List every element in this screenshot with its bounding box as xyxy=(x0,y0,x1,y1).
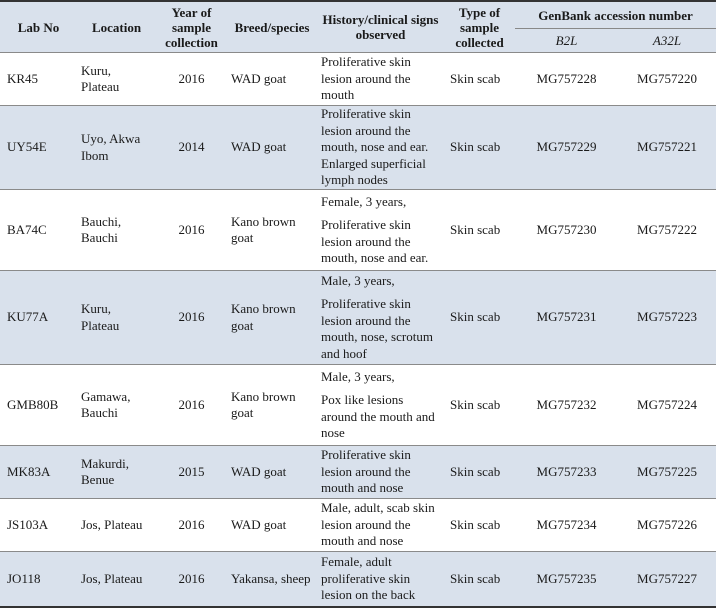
cell-history xyxy=(317,446,444,499)
cell-year: 2014 xyxy=(156,106,227,190)
cell-history xyxy=(317,552,444,607)
cell-year: 2016 xyxy=(156,53,227,106)
table-row xyxy=(0,552,716,607)
header-lab-no: Lab No xyxy=(0,1,77,53)
cell-history xyxy=(317,271,444,365)
cell-year: 2016 xyxy=(156,190,227,271)
header-location: Location xyxy=(77,1,156,53)
cell-location: Makurdi, Benue xyxy=(77,446,156,499)
cell-year: 2016 xyxy=(156,271,227,365)
cell-breed: Kano brown goat xyxy=(227,365,317,446)
cell-history xyxy=(317,106,444,190)
cell-lab-no: KU77A xyxy=(0,271,77,365)
header-sample-type: Type of sample collected xyxy=(444,1,515,53)
cell-sample-type: Skin scab xyxy=(444,446,515,499)
cell-a32l: MG757222 xyxy=(618,190,716,271)
table-row xyxy=(0,446,716,499)
cell-year: 2015 xyxy=(156,446,227,499)
cell-breed: WAD goat xyxy=(227,499,317,552)
cell-breed: Kano brown goat xyxy=(227,190,317,271)
header-history: History/clinical signs observed xyxy=(317,1,444,53)
table-row xyxy=(0,53,716,106)
cell-b2l: MG757231 xyxy=(515,271,618,365)
cell-b2l: MG757228 xyxy=(515,53,618,106)
cell-breed: WAD goat xyxy=(227,106,317,190)
table-row xyxy=(0,271,716,365)
cell-b2l: MG757230 xyxy=(515,190,618,271)
cell-b2l: MG757233 xyxy=(515,446,618,499)
cell-lab-no: GMB80B xyxy=(0,365,77,446)
history-text: Proliferative skin lesion around the mouth xyxy=(321,54,411,103)
cell-year: 2016 xyxy=(156,552,227,607)
cell-lab-no: JS103A xyxy=(0,499,77,552)
cell-location: Bauchi, Bauchi xyxy=(77,190,156,271)
cell-sample-type: Skin scab xyxy=(444,271,515,365)
history-text: Proliferative skin lesion around the mouth and nose xyxy=(321,447,411,496)
cell-b2l: MG757234 xyxy=(515,499,618,552)
header-breed: Breed/species xyxy=(227,1,317,53)
history-text: Male, adult, scab skin lesion around the mouth and nose xyxy=(321,500,435,549)
cell-breed: Kano brown goat xyxy=(227,271,317,365)
cell-lab-no: JO118 xyxy=(0,552,77,607)
cell-history xyxy=(317,53,444,106)
cell-breed: WAD goat xyxy=(227,446,317,499)
history-text: Male, 3 years, xyxy=(321,272,395,288)
cell-lab-no: UY54E xyxy=(0,106,77,190)
cell-sample-type: Skin scab xyxy=(444,365,515,446)
cell-lab-no: BA74C xyxy=(0,190,77,271)
header-b2l: B2L xyxy=(515,29,618,53)
cell-history xyxy=(317,190,444,271)
history-text: Male, 3 years, xyxy=(321,368,395,384)
cell-breed: WAD goat xyxy=(227,53,317,106)
cell-sample-type: Skin scab xyxy=(444,499,515,552)
cell-history xyxy=(317,499,444,552)
table-row xyxy=(0,365,716,446)
history-text: Proliferative skin lesion around the mouth, nose, scrotum and hoof xyxy=(321,296,433,361)
cell-location: Jos, Plateau xyxy=(77,499,156,552)
table-row xyxy=(0,190,716,271)
cell-location: Jos, Plateau xyxy=(77,552,156,607)
cell-sample-type: Skin scab xyxy=(444,106,515,190)
header-year: Year of sample collection xyxy=(156,1,227,53)
cell-history xyxy=(317,365,444,446)
table-row xyxy=(0,106,716,190)
cell-location: Kuru, Plateau xyxy=(77,53,156,106)
history-text: Female, 3 years, xyxy=(321,193,407,209)
cell-a32l: MG757227 xyxy=(618,552,716,607)
cell-year: 2016 xyxy=(156,499,227,552)
history-text: Pox like lesions around the mouth and nose xyxy=(321,392,435,440)
cell-lab-no: KR45 xyxy=(0,53,77,106)
cell-a32l: MG757224 xyxy=(618,365,716,446)
cell-breed: Yakansa, sheep xyxy=(227,552,317,607)
cell-sample-type: Skin scab xyxy=(444,53,515,106)
cell-sample-type: Skin scab xyxy=(444,552,515,607)
history-text: Proliferative skin lesion around the mouth, nose and ear. Enlarged superficial lymph nodes xyxy=(321,106,429,188)
cell-year: 2016 xyxy=(156,365,227,446)
cell-a32l: MG757221 xyxy=(618,106,716,190)
cell-location: Kuru, Plateau xyxy=(77,271,156,365)
cell-b2l: MG757232 xyxy=(515,365,618,446)
cell-b2l: MG757229 xyxy=(515,106,618,190)
cell-b2l: MG757235 xyxy=(515,552,618,607)
cell-a32l: MG757226 xyxy=(618,499,716,552)
header-genbank: GenBank accession number xyxy=(515,1,716,29)
cell-lab-no: MK83A xyxy=(0,446,77,499)
cell-a32l: MG757225 xyxy=(618,446,716,499)
table-row xyxy=(0,499,716,552)
header-a32l: A32L xyxy=(618,29,716,53)
cell-sample-type: Skin scab xyxy=(444,190,515,271)
cell-a32l: MG757223 xyxy=(618,271,716,365)
history-text: Female, adult proliferative skin lesion on the back xyxy=(321,554,416,602)
cell-location: Gamawa, Bauchi xyxy=(77,365,156,446)
cell-a32l: MG757220 xyxy=(618,53,716,106)
history-text: Proliferative skin lesion around the mouth, nose and ear. xyxy=(321,217,429,265)
cell-location: Uyo, Akwa Ibom xyxy=(77,106,156,190)
